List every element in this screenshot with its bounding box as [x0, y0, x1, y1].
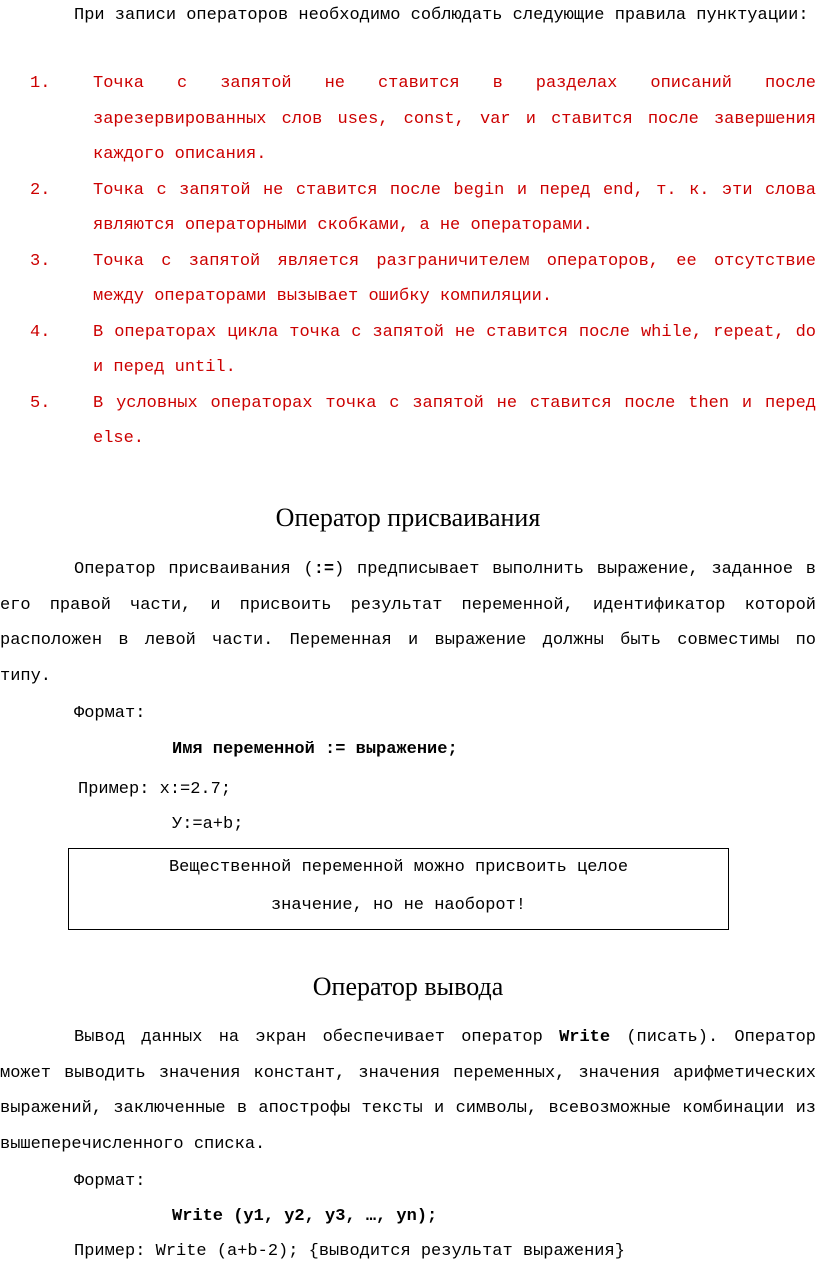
rule-number: 1. [30, 74, 51, 93]
write-keyword: Write [559, 1028, 611, 1047]
assignment-text-before: Оператор присваивания ( [74, 560, 314, 579]
rule-text: Точка с запятой не ставится после begin и перед end, т. к. эти слова являются операторными скобками, а не операторами. [93, 180, 816, 235]
output-format-label: Формат: [74, 1172, 146, 1191]
rule-item-1 [0, 66, 816, 173]
output-example: Пример: Write (a+b-2); {выводится результат выражения} [74, 1242, 625, 1261]
assignment-text-after: ) предписывает выполнить выражение, заданное в его правой части, и присвоить результат переменной, идентификатор которой расположен в левой части. Переменная и выражение должны быть совместимы по типу. [0, 560, 816, 686]
assignment-note-box [68, 848, 729, 930]
output-paragraph [0, 1020, 816, 1162]
output-format-code: Write (y1, y2, y3, …, yn); [172, 1207, 438, 1226]
rule-number: 4. [30, 322, 51, 342]
rule-number: 5. [30, 393, 51, 413]
rule-item-5 [0, 386, 816, 457]
rule-number: 2. [30, 180, 51, 200]
rule-text: В операторах цикла точка с запятой не ставится после while, repeat, do и перед until. [93, 322, 816, 377]
output-heading: Оператор вывода [312, 972, 504, 1001]
punctuation-rules-list [0, 66, 816, 457]
intro-paragraph: При записи операторов необходимо соблюдать следующие правила пунктуации: [74, 6, 809, 25]
assignment-example-1: Пример: x:=2.7; [78, 780, 232, 799]
rule-item-3 [0, 244, 816, 315]
note-line-1: Вещественной переменной можно присвоить целое [168, 858, 629, 877]
assignment-paragraph [0, 552, 816, 694]
rule-item-2 [0, 173, 816, 244]
rule-text: Точка с запятой не ставится в разделах описаний после зарезервированных слов uses, const, var и ставится после завершения каждого описания. [93, 74, 816, 164]
note-line-2: значение, но не наоборот! [270, 896, 527, 915]
rule-text: Точка с запятой является разграничителем операторов, ее отсутствие между операторами вызывает ошибку компиляции. [93, 251, 816, 306]
assignment-format-label: Формат: [74, 704, 146, 723]
output-text-before: Вывод данных на экран обеспечивает оператор [74, 1028, 560, 1047]
assignment-format-code: Имя переменной := выражение; [172, 740, 458, 759]
assignment-symbol: := [313, 560, 335, 579]
rule-text: В условных операторах точка с запятой не ставится после then и перед else. [93, 393, 816, 448]
rule-number: 3. [30, 251, 51, 271]
output-text-after: (писать). Оператор может выводить значения констант, значения переменных, значения арифметических выражений, заключенные в апострофы тексты и символы, всевозможные комбинации из вышеперечисленного списка. [0, 1028, 816, 1154]
rule-item-4 [0, 315, 816, 386]
assignment-example-2: У:=a+b; [172, 815, 244, 834]
assignment-heading: Оператор присваивания [275, 503, 541, 532]
